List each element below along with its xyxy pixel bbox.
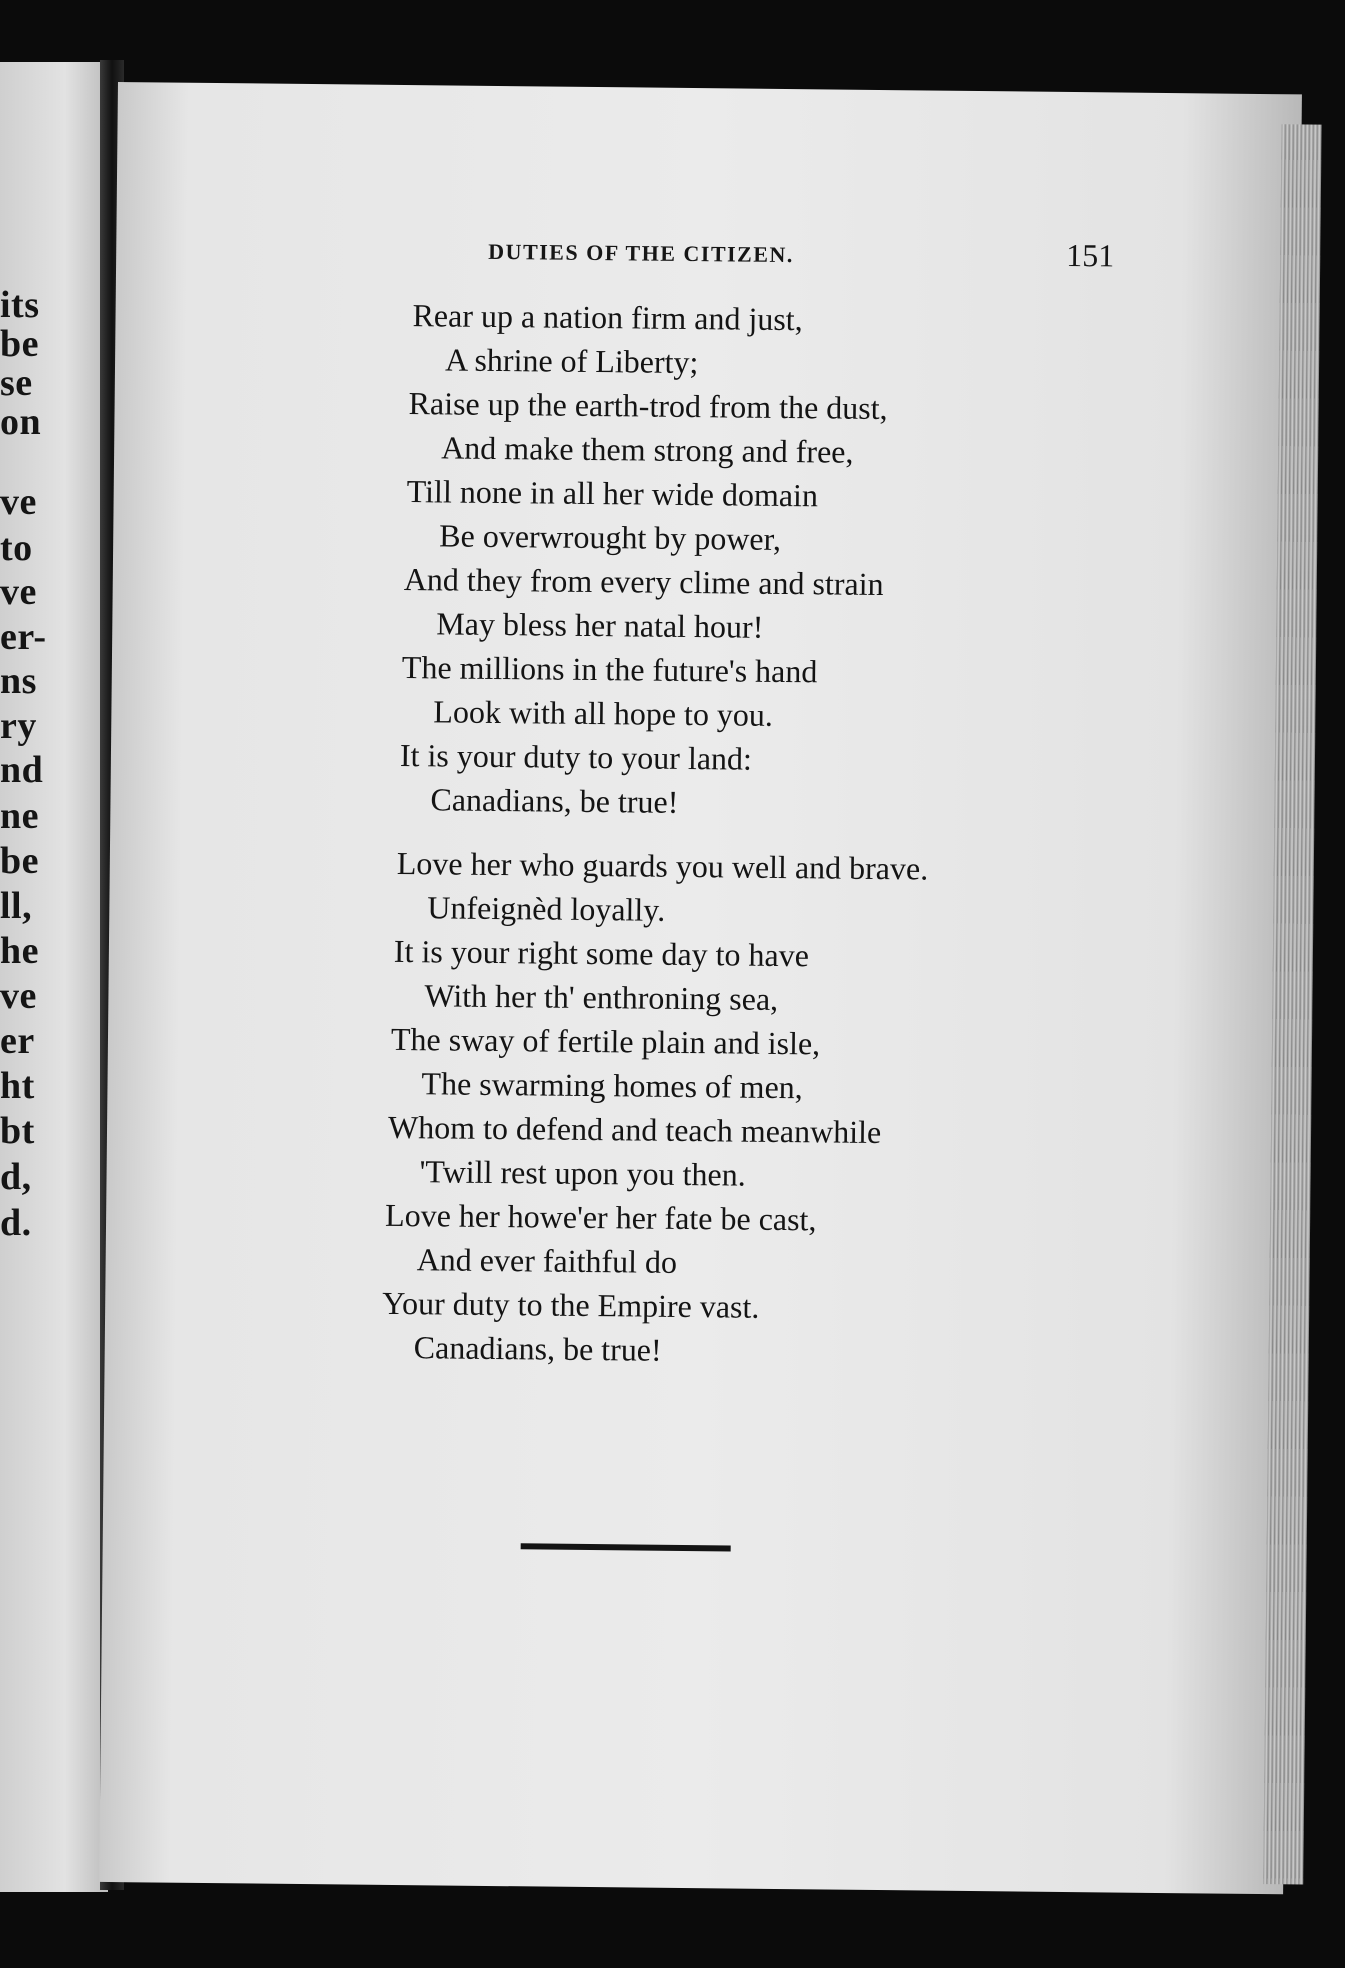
left-page-line: ht bbox=[0, 1065, 35, 1107]
left-page-line: er bbox=[0, 1020, 35, 1062]
left-page-line: ns bbox=[0, 660, 37, 702]
poem-line: It is your duty to your land: bbox=[399, 736, 753, 777]
page-number: 151 bbox=[1066, 236, 1115, 274]
left-page-line: ll, bbox=[0, 885, 33, 927]
left-page-line: nd bbox=[0, 749, 44, 791]
left-page-line: er- bbox=[0, 616, 47, 658]
poem-line: Love her howe'er her fate be cast, bbox=[384, 1196, 817, 1238]
left-page-line: ve bbox=[0, 975, 37, 1017]
poem-line: Canadians, be true! bbox=[413, 1329, 662, 1368]
poem-line: Love her who guards you well and brave. bbox=[396, 844, 929, 887]
poem-line: Canadians, be true! bbox=[430, 781, 679, 820]
poem-line: 'Twill rest upon you then. bbox=[419, 1153, 746, 1193]
poem-line: Your duty to the Empire vast. bbox=[382, 1284, 760, 1325]
page-edges bbox=[1263, 124, 1321, 1884]
left-page-line: ve bbox=[0, 481, 37, 523]
left-page-line: be bbox=[0, 840, 39, 882]
end-rule bbox=[521, 1543, 731, 1551]
running-head: DUTIES OF THE CITIZEN. bbox=[488, 238, 795, 268]
left-page-line: he bbox=[0, 930, 39, 972]
poem-line: And they from every clime and strain bbox=[403, 561, 884, 603]
poem-line: The swarming homes of men, bbox=[421, 1065, 803, 1106]
poem-line: Till none in all her wide domain bbox=[406, 473, 819, 514]
poem-line: A shrine of Liberty; bbox=[444, 341, 699, 381]
poem-line: It is your right some day to have bbox=[393, 932, 810, 974]
left-page-line: d, bbox=[0, 1156, 32, 1198]
poem-line: Raise up the earth-trod from the dust, bbox=[408, 385, 888, 427]
left-page-line: d. bbox=[0, 1202, 32, 1244]
left-page-line: ve bbox=[0, 571, 37, 613]
poem-line: The millions in the future's hand bbox=[401, 649, 818, 690]
left-page-line: ry bbox=[0, 705, 37, 747]
poem-line: And ever faithful do bbox=[416, 1241, 678, 1280]
left-page-line: its bbox=[0, 284, 40, 326]
left-page-line: on bbox=[0, 401, 42, 443]
left-page-line: ne bbox=[0, 795, 39, 837]
poem-line: Rear up a nation firm and just, bbox=[412, 297, 803, 338]
poem-line: May bless her natal hour! bbox=[436, 605, 764, 645]
poem-line: And make them strong and free, bbox=[441, 429, 854, 470]
previous-page-fragment bbox=[0, 62, 108, 1892]
left-page-line: be bbox=[0, 323, 39, 365]
left-page-line: to bbox=[0, 527, 33, 569]
left-page-line: bt bbox=[0, 1110, 35, 1152]
poem-line: The sway of fertile plain and isle, bbox=[390, 1020, 821, 1062]
poem-line: Unfeignèd loyally. bbox=[427, 889, 666, 928]
poem-line: Whom to defend and teach meanwhile bbox=[387, 1108, 882, 1151]
left-page-line: se bbox=[0, 362, 33, 404]
poem-line: Be overwrought by power, bbox=[439, 517, 782, 557]
book-page bbox=[99, 82, 1302, 1894]
poem-line: Look with all hope to you. bbox=[433, 693, 774, 733]
poem-line: With her th' enthroning sea, bbox=[424, 977, 779, 1017]
